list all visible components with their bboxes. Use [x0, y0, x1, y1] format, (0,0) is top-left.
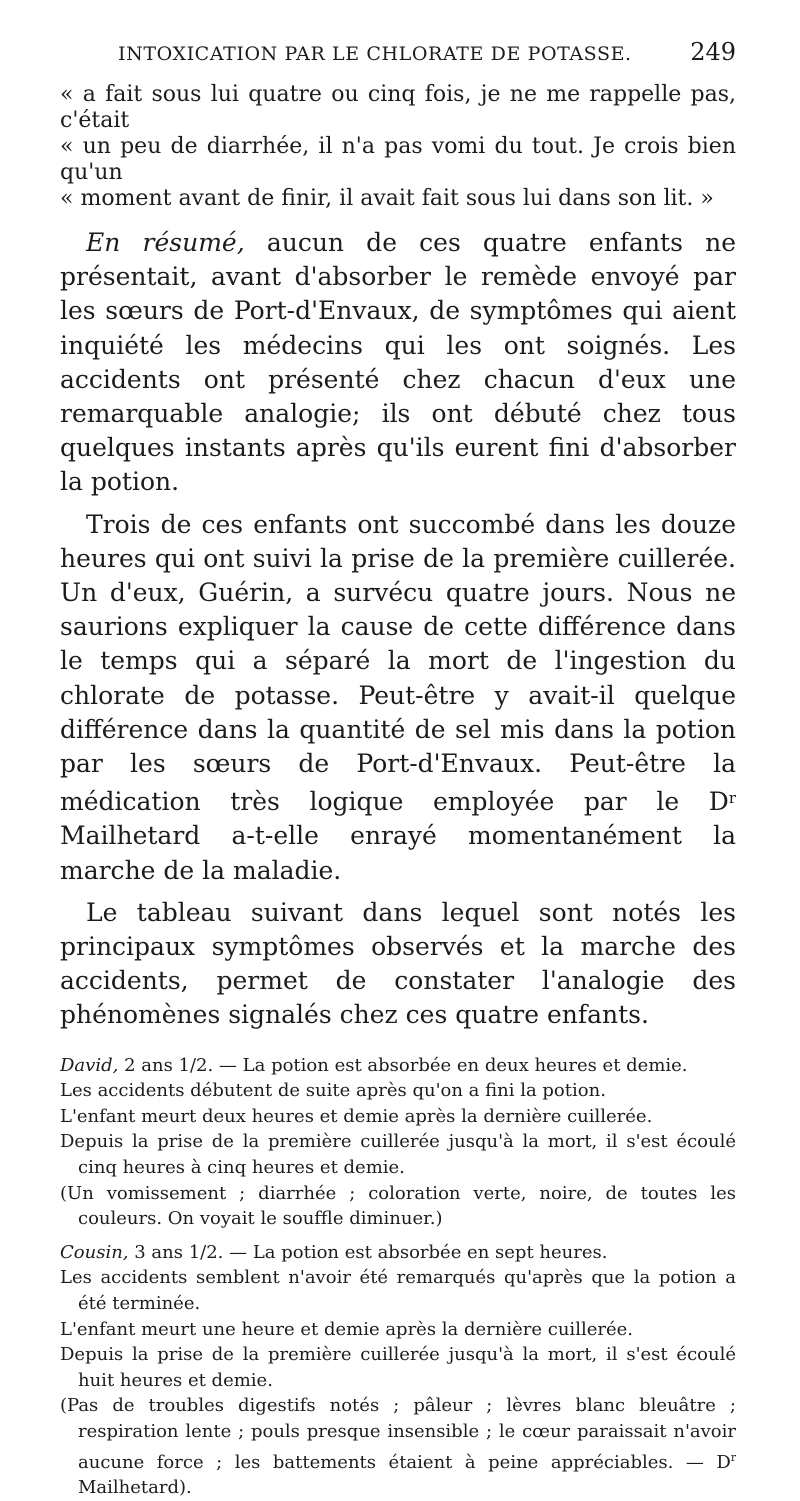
page-number: 249 [690, 38, 736, 66]
case-intro-text: 3 ans 1/2. — La potion est absorbée en sept heures. [128, 1241, 608, 1263]
case-line: Les accidents débutent de suite après qu'on a fini la potion. [60, 1080, 606, 1102]
case-line: Depuis la prise de la première cuillerée jusqu'à la mort, il s'est écoulé huit heures et demie. [60, 1344, 736, 1391]
doctor-superscript: r [730, 1450, 736, 1464]
case-notes [60, 1053, 736, 1501]
summary-text: aucun de ces quatre enfants ne présentait, avant d'absorber le remède envoyé par les sœurs de Port-d'Envaux, de symptômes qui aient inquiété les médecins qui les ont soignés. Les accidents ont présenté chez chacun d'eux une remarquable analogie; ils ont débuté chez tous quelques instants après qu'ils eurent fini d'absorber la potion. [60, 228, 736, 497]
deaths-text-end: Mailhetard a-t-elle enrayé momentanément la marche de la maladie. [60, 821, 736, 885]
header-title: INTOXICATION PAR LE CHLORATE DE POTASSE. [118, 43, 632, 65]
case-line: Depuis la prise de la première cuillerée jusqu'à la mort, il s'est écoulé cinq heures à cinq heures et demie. [60, 1131, 736, 1179]
case-line [60, 1393, 736, 1500]
case-name: Cousin, [60, 1241, 129, 1263]
case-intro-text: 2 ans 1/2. — La potion est absorbée en deux heures et demie. [118, 1054, 688, 1076]
doctor-superscript: r [728, 789, 736, 808]
deaths-text: Trois de ces enfants ont succombé dans les douze heures qui ont suivi la prise de la première cuillerée. Un d'eux, Guérin, a survécu quatre jours. Nous ne saurions expliquer la cause de cette différence dans le temps qui a séparé la mort de l'ingestion du chlorate de potasse. Peut-être y avait-il quelque différence dans la quantité de sel mis dans la potion par les sœurs de Port-d'Envaux. Peut-être la médication très logique employée par le D [60, 509, 736, 817]
quote-line: « a fait sous lui quatre ou cinq fois, je ne me rappelle pas, c'était [60, 82, 736, 133]
case-line-text: (Pas de troubles digestifs notés ; pâleur ; lèvres blanc bleuâtre ; respiration lente ; pouls presque insensible ; le cœur paraissait n'avoir aucune force ; les battements étaient à peine appréciables. — D [60, 1395, 736, 1473]
case-cousin-intro [60, 1240, 736, 1266]
paragraph-summary [60, 226, 736, 500]
case-line: L'enfant meurt deux heures et demie après la dernière cuillerée. [60, 1105, 653, 1127]
running-header [118, 38, 736, 66]
quote-line: « moment avant de finir, il avait fait sous lui dans son lit. » [60, 186, 714, 211]
case-name: David, [60, 1054, 119, 1076]
case-line-end: Mailhetard). [78, 1477, 192, 1499]
paragraph-table-intro: Le tableau suivant dans lequel sont notés les principaux symptômes observés et la marche des accidents, permet de constater l'analogie des phénomènes signalés chez ces quatre enfants. [60, 897, 736, 1030]
quote-block [60, 82, 736, 212]
case-david-intro [60, 1053, 736, 1079]
summary-lead: En résumé, [86, 228, 245, 257]
quote-line: « un peu de diarrhée, il n'a pas vomi du tout. Je crois bien qu'un [60, 134, 736, 185]
case-line: Les accidents semblent n'avoir été remarqués qu'après que la potion a été terminée. [60, 1267, 736, 1315]
case-line: L'enfant meurt une heure et demie après la dernière cuillerée. [60, 1318, 633, 1340]
case-line: (Un vomissement ; diarrhée ; coloration verte, noire, de toutes les couleurs. On voyait le souffle diminuer.) [60, 1182, 736, 1230]
paragraph-deaths [60, 508, 736, 888]
main-text [60, 82, 736, 1033]
